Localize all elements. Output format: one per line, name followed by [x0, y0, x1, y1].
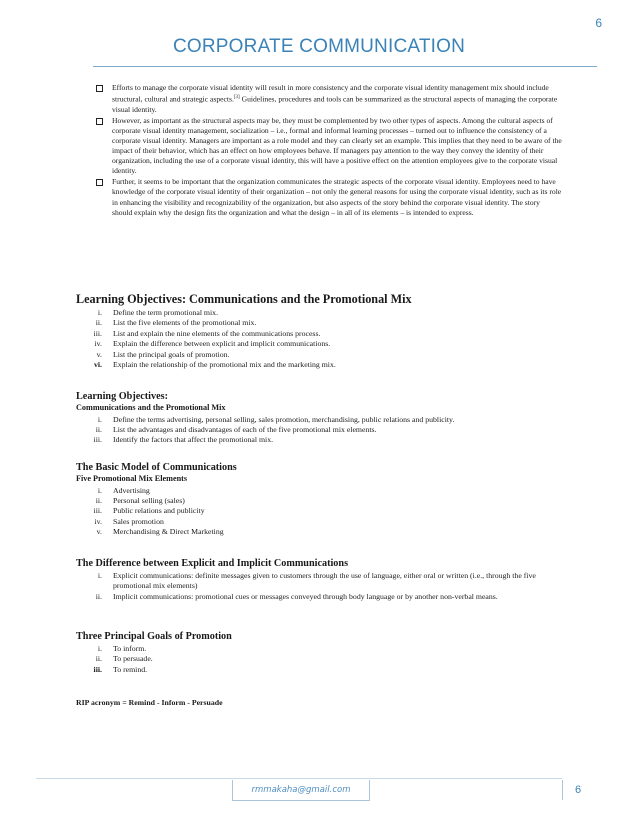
list-item: ii. List the advantages and disadvantages of each of the five promotional mix elements. [95, 424, 377, 434]
objectives-list [76, 415, 566, 446]
rip-acronym-text: RIP acronym = Remind - Inform - Persuade [76, 698, 223, 707]
list-item: iii. Identify the factors that affect the promotional mix. [93, 435, 274, 445]
difference-section [76, 557, 566, 602]
objectives-list [76, 308, 566, 370]
list-item: iii. Public relations and publicity [93, 506, 205, 516]
checkbox-bullet-icon [96, 118, 103, 125]
section-subheading: Five Promotional Mix Elements [76, 474, 188, 483]
footer-email: rmmakaha@gmail.com [232, 780, 370, 801]
list-item: iv. Sales promotion [94, 516, 164, 526]
list-item: i. Define the term promotional mix. [97, 308, 219, 317]
bullet-text: Further, it seems to be important that the organization communicates the strategic aspects of the corporate visual identity. Employees need to have knowledge of the corporate visual identity of their organization – not only the general reasons for using the corporate visual identity, such as its role in enhancing the visibility and recognizability of the organization, but also aspects of the story behind the corporate visual identity. The story should explain why the design fits the organization and what the design – in all of its elements – is intended to express. [112, 177, 562, 217]
footer-rule [36, 778, 562, 779]
bullet-item [96, 83, 562, 115]
list-item: i. Advertising [97, 485, 150, 495]
header-rule [93, 66, 597, 67]
list-item: i. Explicit communications: definite messages given to customers through the use of language, either oral or written (i.e., through the five promotional mix elements) [97, 571, 536, 591]
learning-objectives-section [76, 292, 566, 370]
list-item: v. List the principal goals of promotion. [96, 349, 230, 359]
basic-model-section [76, 461, 566, 538]
list-item: ii. Personal selling (sales) [95, 495, 185, 505]
list-item: i. To inform. [97, 644, 147, 653]
rip-acronym [76, 692, 566, 710]
learning-objectives-2-section [76, 390, 566, 446]
reference-marker: [3] [233, 95, 240, 101]
section-heading: The Basic Model of Communications [76, 462, 237, 473]
bullet-list [96, 83, 562, 219]
page-title: CORPORATE COMMUNICATION [172, 36, 466, 57]
bullet-item [96, 116, 562, 177]
section-heading: Three Principal Goals of Promotion [76, 631, 232, 642]
list-item: iii. To remind. [93, 664, 148, 674]
bullet-text: However, as important as the structural aspects may be, they must be complemented by two other types of aspects. Among the cultural aspects of corporate visual identity management, socialization – i.e., formal and informal learning processes – turned out to influence the consistency of a corporate visual identity. Managers are important as a role model and they can clearly set an example. This implies that they need to be aware of the impact of their behavior, which has an effect on how employees behave. If managers pay attention to the way they convey the identity of their organization, including the use of a corporate visual identity, this will have a positive effect on the attention employees give to the corporate visual identity. [112, 115, 562, 176]
list-item: iv. Explain the difference between explicit and implicit communications. [94, 339, 331, 349]
list-item: ii. To persuade. [95, 654, 153, 664]
list-item: ii. Implicit communications: promotional cues or messages conveyed through body language or by another non-verbal means. [95, 591, 498, 601]
section-heading: Learning Objectives: Communications and the Promotional Mix [76, 292, 412, 306]
list-item: v. Merchandising & Direct Marketing [96, 527, 224, 537]
page-number-top: 6 [595, 16, 602, 30]
elements-list [76, 486, 566, 538]
bullet-text: Efforts to manage the corporate visual identity will result in more consistency and the corporate visual identity management mix should include structural, cultural and strategic aspects.[3] Guidelines, procedures and tools can be summarized as the structural aspects of managing the corporate visual identity. [112, 83, 558, 114]
bullet-item [96, 177, 562, 217]
list-item: vi. Explain the relationship of the promotional mix and the marketing mix. [93, 360, 336, 370]
checkbox-bullet-icon [96, 179, 103, 186]
goals-list [76, 644, 566, 675]
section-heading: Learning Objectives: [76, 391, 168, 402]
goals-section [76, 630, 566, 675]
page-number-bottom: 6 [562, 780, 593, 800]
section-heading: The Difference between Explicit and Implicit Communications [76, 558, 349, 569]
checkbox-bullet-icon [96, 85, 103, 92]
list-item: iii. List and explain the nine elements of the communications process. [93, 328, 321, 338]
list-item: i. Define the terms advertising, personal selling, sales promotion, merchandising, public relations and publicity. [97, 414, 455, 424]
list-item: ii. List the five elements of the promotional mix. [95, 318, 257, 328]
difference-list [76, 571, 566, 602]
section-subheading: Communications and the Promotional Mix [76, 403, 226, 412]
